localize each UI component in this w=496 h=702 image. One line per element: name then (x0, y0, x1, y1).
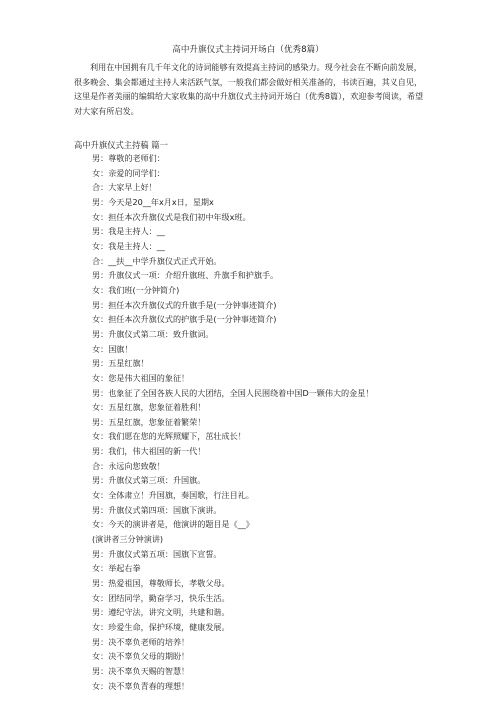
script-line: 女：五星红旗，您象征着胜利！ (92, 402, 206, 413)
script-line: 男：升旗仪式第二项：致升旗词。 (92, 328, 214, 339)
script-line: 女：担任本次升旗仪式的护旗手是(一分钟事迹简介) (92, 314, 277, 325)
script-line: 男：升旗仪式第四项：国旗下演讲。 (92, 504, 222, 515)
script-line: 女：担任本次升旗仪式是我们初中年级x班。 (92, 211, 251, 222)
script-line: 男：热爱祖国，尊敬师长，孝敬父母。 (92, 578, 230, 589)
script-line: 女：我是主持人：__ (92, 240, 165, 251)
script-line: 男：决不辜负老师的培养！ (92, 636, 190, 647)
script-line: 女：全体肃立！升国旗，奏国歌，行注目礼。 (92, 490, 254, 501)
script-line: 女：您是伟大祖国的象征！ (92, 372, 190, 383)
script-line: 合：永远向您致敬！ (92, 460, 165, 471)
script-line: 女：国旗！ (92, 343, 133, 354)
script-line: 女：举起右拳 (92, 563, 141, 574)
script-line: 男：决不辜负天赐的智慧！ (92, 665, 190, 676)
script-line: 男：升旗仪式第五项：国旗下宣誓。 (92, 548, 222, 559)
script-line: 女：今天的演讲者是，他演讲的题目是《__》 (92, 519, 254, 530)
script-line: 女：我们愿在您的光辉照耀下，茁壮成长！ (92, 431, 246, 442)
document-title: 高中升旗仪式主持词开场白（优秀8篇） (172, 45, 324, 55)
script-line: 男：担任本次升旗仪式的升旗手是(一分钟事迹简介) (92, 299, 277, 310)
script-line: 女：我们班(一分钟简介) (92, 284, 180, 295)
script-line: 男：我是主持人：__ (92, 226, 165, 237)
section-heading: 高中升旗仪式主持稿 篇一 (74, 140, 168, 150)
script-line: 女：亲爱的同学们： (92, 167, 165, 178)
script-line: 合：__扶__中学升旗仪式正式开始。 (92, 255, 222, 266)
script-line: 男：升旗仪式一项：介绍升旗班、升旗手和护旗手。 (92, 270, 279, 281)
script-line: 男：也象征了全国各族人民的大团结，全国人民围绕着中国D一颗伟大的金星！ (92, 387, 374, 398)
script-line: 男：升旗仪式第三项：升国旗。 (92, 475, 206, 486)
script-line: 女：珍爱生命，保护环境，健康发展。 (92, 622, 230, 632)
script-line: 女：决不辜负青春的理想！ (92, 680, 190, 691)
intro-paragraph (74, 60, 424, 118)
script-line: 男：我们，伟大祖国的新一代！ (92, 446, 206, 457)
intro-text: 利用在中国拥有几千年文化的诗词能够有效提高主持词的感染力。现今社会在不断向前发展，很多晚会、集会都通过主持人来活跃气氛，一般我们都会做好相关准备的，书读百遍，其义自见，这里是作者美丽的编辑给大家收集的高中升旗仪式主持词开场白（优秀8篇），欢迎参考阅读，希望对大家有所启发。 (74, 62, 424, 116)
script-line: 男：尊敬的老师们： (92, 153, 165, 163)
script-line: 女：团结同学，勤奋学习，快乐生活。 (92, 592, 230, 603)
script-line: (演讲者三分钟演讲) (92, 534, 164, 545)
script-line: 男：五星红旗，您象征着繁荣！ (92, 416, 206, 427)
script-line: 合：大家早上好！ (92, 182, 157, 193)
script-line: 男：今天是20__年x月x日，星期x (92, 196, 214, 207)
script-lines (92, 151, 373, 693)
script-line: 女：决不辜负父母的期盼！ (92, 651, 190, 662)
script-line: 男：五星红旗！ (92, 358, 149, 369)
script-line: 男：遵纪守法，讲究文明，共建和谐。 (92, 607, 230, 618)
